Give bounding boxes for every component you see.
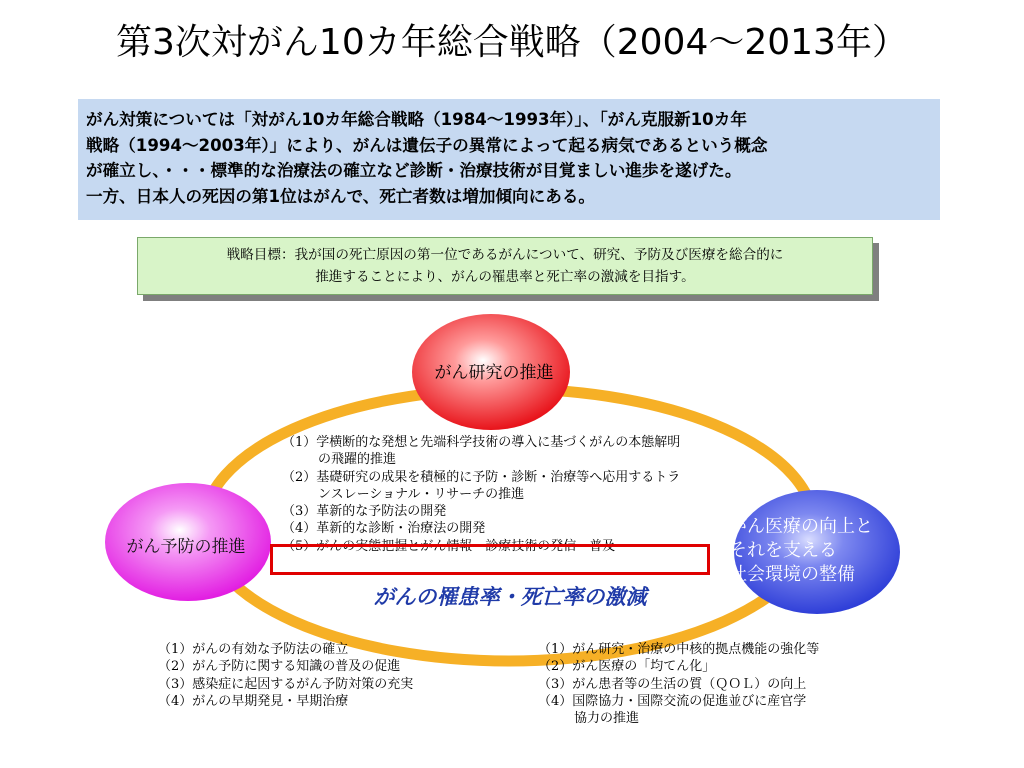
- goal-line: 推進することにより、がんの罹患率と死亡率の激減を目指す。: [315, 269, 695, 285]
- intro-line: が確立し、・・・標準的な治療法の確立など診断・治療技術が目覚ましい進歩を遂げた。: [86, 161, 742, 181]
- list-item: （1）がん研究・治療の中核的拠点機能の強化等: [538, 642, 820, 657]
- highlight-box: [270, 544, 710, 575]
- list-item: （2）基礎研究の成果を積極的に予防・診断・治療等へ応用するトラ: [282, 469, 681, 485]
- list-item: （3）革新的な予防法の開発: [282, 504, 447, 520]
- list-item-continued: の飛躍的推進: [318, 452, 397, 468]
- prevention-list: [158, 641, 413, 710]
- list-item: （4）国際協力・国際交流の促進並びに産官学: [538, 693, 807, 709]
- list-item: （2）がん医療の「均てん化」: [538, 659, 716, 675]
- intro-line: がん対策については「対がん10カ年総合戦略（1984～1993年）」、「がん克服新10カ年: [86, 110, 747, 129]
- intro-line: 一方、日本人の死因の第1位はがんで、死亡者数は増加傾向にある。: [86, 186, 596, 206]
- care-list: [538, 641, 819, 727]
- goal-line: 戦略目標：我が国の死亡原因の第一位であるがんについて、研究、予防及び医療を総合的に: [226, 247, 784, 263]
- list-item-continued: ンスレーショナル・リサーチの推進: [318, 486, 525, 502]
- slogan: がんの罹患率・死亡率の激減: [373, 584, 647, 609]
- list-item: （3）感染症に起因するがん予防対策の充実: [158, 676, 414, 692]
- care-label-line: 社会環境の整備: [729, 564, 855, 585]
- care-label-line: がん医療の向上と: [729, 516, 873, 537]
- list-item: （4）革新的な診断・治療法の開発: [282, 521, 486, 537]
- list-item: （2）がん予防に関する知識の普及の促進: [158, 659, 401, 675]
- list-item: （3）がん患者等の生活の質（ＱＯＬ）の向上: [538, 676, 807, 692]
- prevention-label: がん予防の推進: [126, 537, 246, 557]
- list-item: （4）がんの早期発見・早期治療: [158, 693, 349, 709]
- list-item-continued: 協力の推進: [574, 711, 640, 727]
- list-item: （5）がんの実態把握とがん情報・診療技術の発信・普及: [282, 538, 616, 554]
- list-item: （1）がんの有効な予防法の確立: [158, 642, 349, 657]
- research-label: がん研究の推進: [434, 363, 554, 383]
- list-item: （1）学横断的な発想と先端科学技術の導入に基づくがんの本態解明: [282, 435, 681, 450]
- slide-title: 第3次対がん10カ年総合戦略（2004～2013年）: [116, 22, 908, 63]
- intro-line: 戦略（1994～2003年）」により、がんは遺伝子の異常によって起る病気であるという概念: [86, 135, 768, 155]
- care-label-line: それを支える: [729, 540, 837, 561]
- research-list: [282, 434, 680, 555]
- care-label: [729, 515, 899, 587]
